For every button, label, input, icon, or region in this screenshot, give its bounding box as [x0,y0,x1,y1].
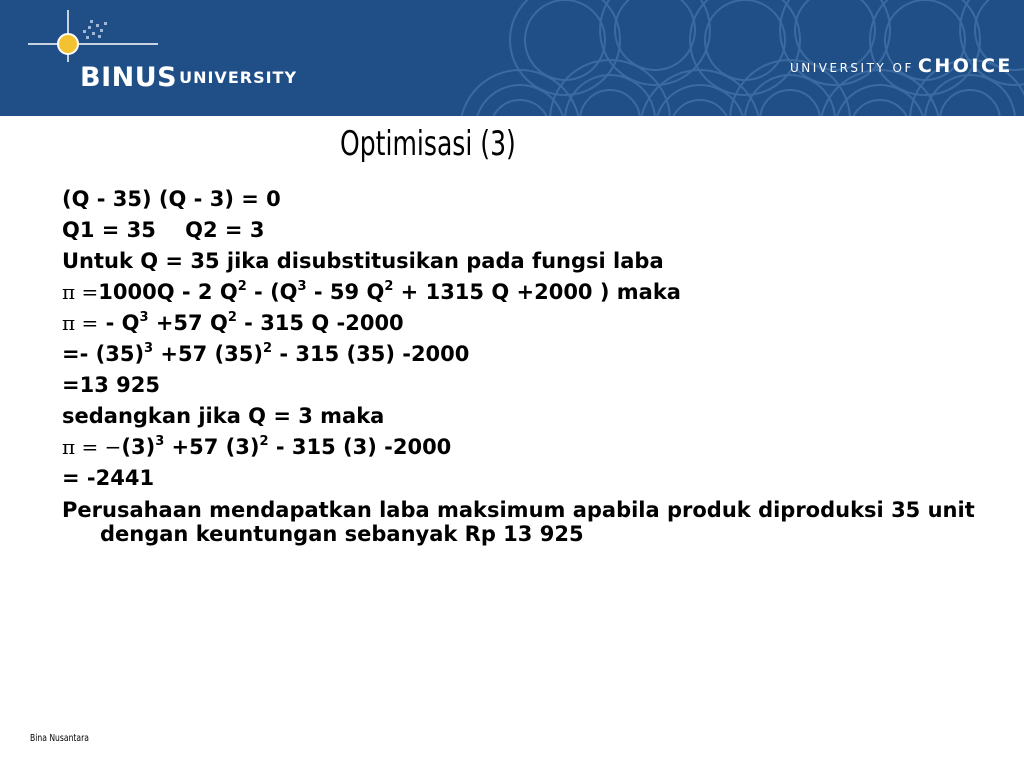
slide-body [62,184,975,546]
equation-part: +57 (3) [164,435,260,459]
exponent: 2 [262,341,273,356]
binus-logo [28,10,318,100]
exponent: 3 [144,341,154,356]
pi-symbol: π = [62,311,99,335]
body-line [62,339,962,370]
equation-part: +57 (35) [153,342,263,366]
body-line [62,308,962,339]
equation-part: +57 Q [148,311,228,335]
body-line: Untuk Q = 35 jika disubstitusikan pada fungsi laba [62,249,664,273]
body-line [62,432,962,463]
equation-part: - 315 Q -2000 [236,311,404,335]
equation-part: - 59 Q [306,280,385,304]
exponent: 2 [259,434,269,449]
tagline-prefix: UNIVERSITY OF [790,61,914,75]
body-line: =13 925 [62,373,160,397]
body-line [62,277,962,308]
equation-part: - Q [98,311,140,335]
header-band [0,0,1024,116]
logo-university: UNIVERSITY [179,68,298,87]
equation-part: + 1315 Q +2000 ) maka [393,280,681,304]
logo-wordmark: BINUS [80,62,178,93]
conclusion-text: Perusahaan mendapatkan laba maksimum apabila produk diproduksi 35 unit dengan keuntungan sebanyak Rp 13 925 [62,498,975,546]
pi-symbol: π = − [62,435,122,459]
exponent: 2 [384,279,394,294]
exponent: 3 [139,310,149,325]
tagline-choice: CHOICE [917,55,1013,77]
body-line: Q1 = 35 Q2 = 3 [62,218,265,242]
tagline [790,55,1013,77]
logo-emblem-icon [28,10,168,70]
exponent: 3 [297,279,307,294]
exponent: 3 [155,434,165,449]
footer-text: Bina Nusantara [30,733,89,744]
exponent: 2 [227,310,237,325]
exponent: 2 [237,279,247,294]
body-line: sedangkan jika Q = 3 maka [62,404,385,428]
equation-part: - 315 (35) -2000 [272,342,470,366]
body-line: (Q - 35) (Q - 3) = 0 [62,187,281,211]
equation-part: (3) [121,435,156,459]
slide-title: Optimisasi (3) [340,124,516,164]
equation-part: =- (35) [62,342,145,366]
equation-part: - 315 (3) -2000 [268,435,452,459]
equation-part: 1000Q - 2 Q [98,280,238,304]
equation-part: - (Q [246,280,298,304]
pi-symbol: π = [62,280,99,304]
body-line: = -2441 [62,466,155,490]
